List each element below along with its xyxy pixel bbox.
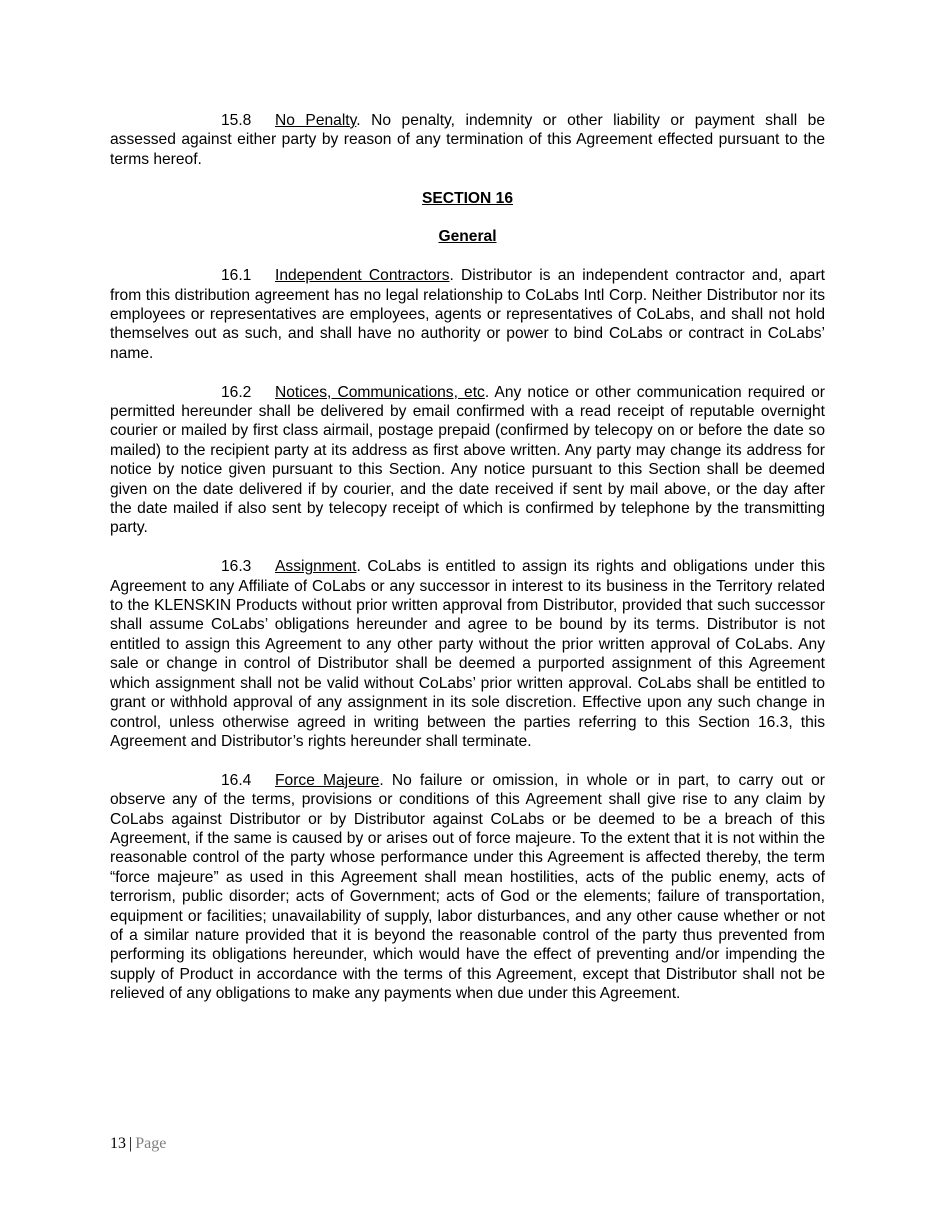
- clause-text: . No penalty, indemnity or other liability or payment shall be assessed against either party by reason of any termination of this Agreement effected pursuant to the terms hereof.: [110, 112, 825, 168]
- clause-title: No Penalty: [275, 112, 357, 129]
- clause-title: Independent Contractors: [275, 267, 450, 285]
- section-subtitle: General: [438, 228, 497, 246]
- clause-title: Force Majeure: [275, 771, 380, 789]
- page-footer: [110, 1135, 166, 1153]
- clause-text: . Any notice or other communication required or permitted hereunder shall be delivered by email confirmed with a read receipt of reputable overnight courier or mailed by first class airmail, postage prepaid (confirmed by telecopy on or before the date so mailed) to the recipient party at its address as first above written. Any party may change its address for notice by notice given pursuant to this Section. Any notice pursuant to this Section shall be deemed given on the date delivered if by courier, and the date received if sent by mail above, or the day after the date mailed if also sent by telecopy receipt of which is confirmed by telephone by the transmitting party.: [110, 383, 825, 537]
- clause-text: . Distributor is an independent contractor and, apart from this distribution agreement has no legal relationship to CoLabs Intl Corp. Neither Distributor nor its employees or representatives are employees, agents or representatives of CoLabs, and shall not hold themselves out as such, and shall have no authority or power to bind CoLabs or contract in CoLabs’ name.: [110, 267, 825, 362]
- clause-16-3: [110, 557, 825, 751]
- clause-number: 16.1: [221, 267, 252, 285]
- clause-title: Assignment: [275, 558, 357, 576]
- clause-16-4: [110, 771, 825, 1004]
- clause-16-1: [110, 266, 825, 363]
- footer-separator: |: [129, 1135, 133, 1152]
- clause-number: 16.4: [221, 771, 252, 789]
- clause-15-8: [110, 111, 825, 169]
- clause-number: 16.3: [221, 558, 252, 576]
- clause-text: . CoLabs is entitled to assign its rights and obligations under this Agreement to any Affiliate of CoLabs or any successor in interest to its business in the Territory related to the KLENSKIN Products without prior written approval from Distributor, provided that such successor shall assume CoLabs’ obligations hereunder and agree to be bound by its terms. Distributor is not entitled to assign this Agreement to any other party without the prior written approval of CoLabs. Any sale or change in control of Distributor shall be deemed a purported assignment of this Agreement which assignment shall not be valid without CoLabs’ prior written approval. CoLabs shall be entitled to grant or withhold approval of any assignment in its sole discretion. Effective upon any such change in control, unless otherwise agreed in writing between the parties referring to this Section 16.3, this Agreement and Distributor’s rights hereunder shall terminate.: [110, 558, 825, 750]
- clause-text: . No failure or omission, in whole or in part, to carry out or observe any of the terms, provisions or conditions of this Agreement shall give rise to any claim by CoLabs against Distributor or by Distributor against CoLabs or be deemed to be a breach of this Agreement, if the same is caused by or arises out of force majeure. To the extent that it is not within the reasonable control of the party whose performance under this Agreement is affected thereby, the term “force majeure” as used in this Agreement shall mean hostilities, acts of the public enemy, acts of terrorism, public disorder; acts of Government; acts of God or the elements; failure of transportation, equipment or facilities; unavailability of supply, labor disturbances, and any other cause whether or not of a similar nature provided that it is beyond the reasonable control of the party thus prevented from performing its obligations hereunder, which would have the effect of preventing and/or impending the supply of Product in accordance with the terms of this Agreement, except that Distributor shall not be relieved of any obligations to make any payments when due under this Agreement.: [110, 771, 825, 1003]
- document-page: [110, 111, 825, 1023]
- clause-number: 15.8: [221, 112, 252, 129]
- clause-number: 16.2: [221, 383, 252, 401]
- clause-title: Notices, Communications, etc: [275, 383, 485, 401]
- page-label: Page: [135, 1135, 167, 1152]
- page-number: 13: [110, 1135, 126, 1152]
- clause-16-2: [110, 383, 825, 538]
- section-title: SECTION 16: [422, 189, 513, 207]
